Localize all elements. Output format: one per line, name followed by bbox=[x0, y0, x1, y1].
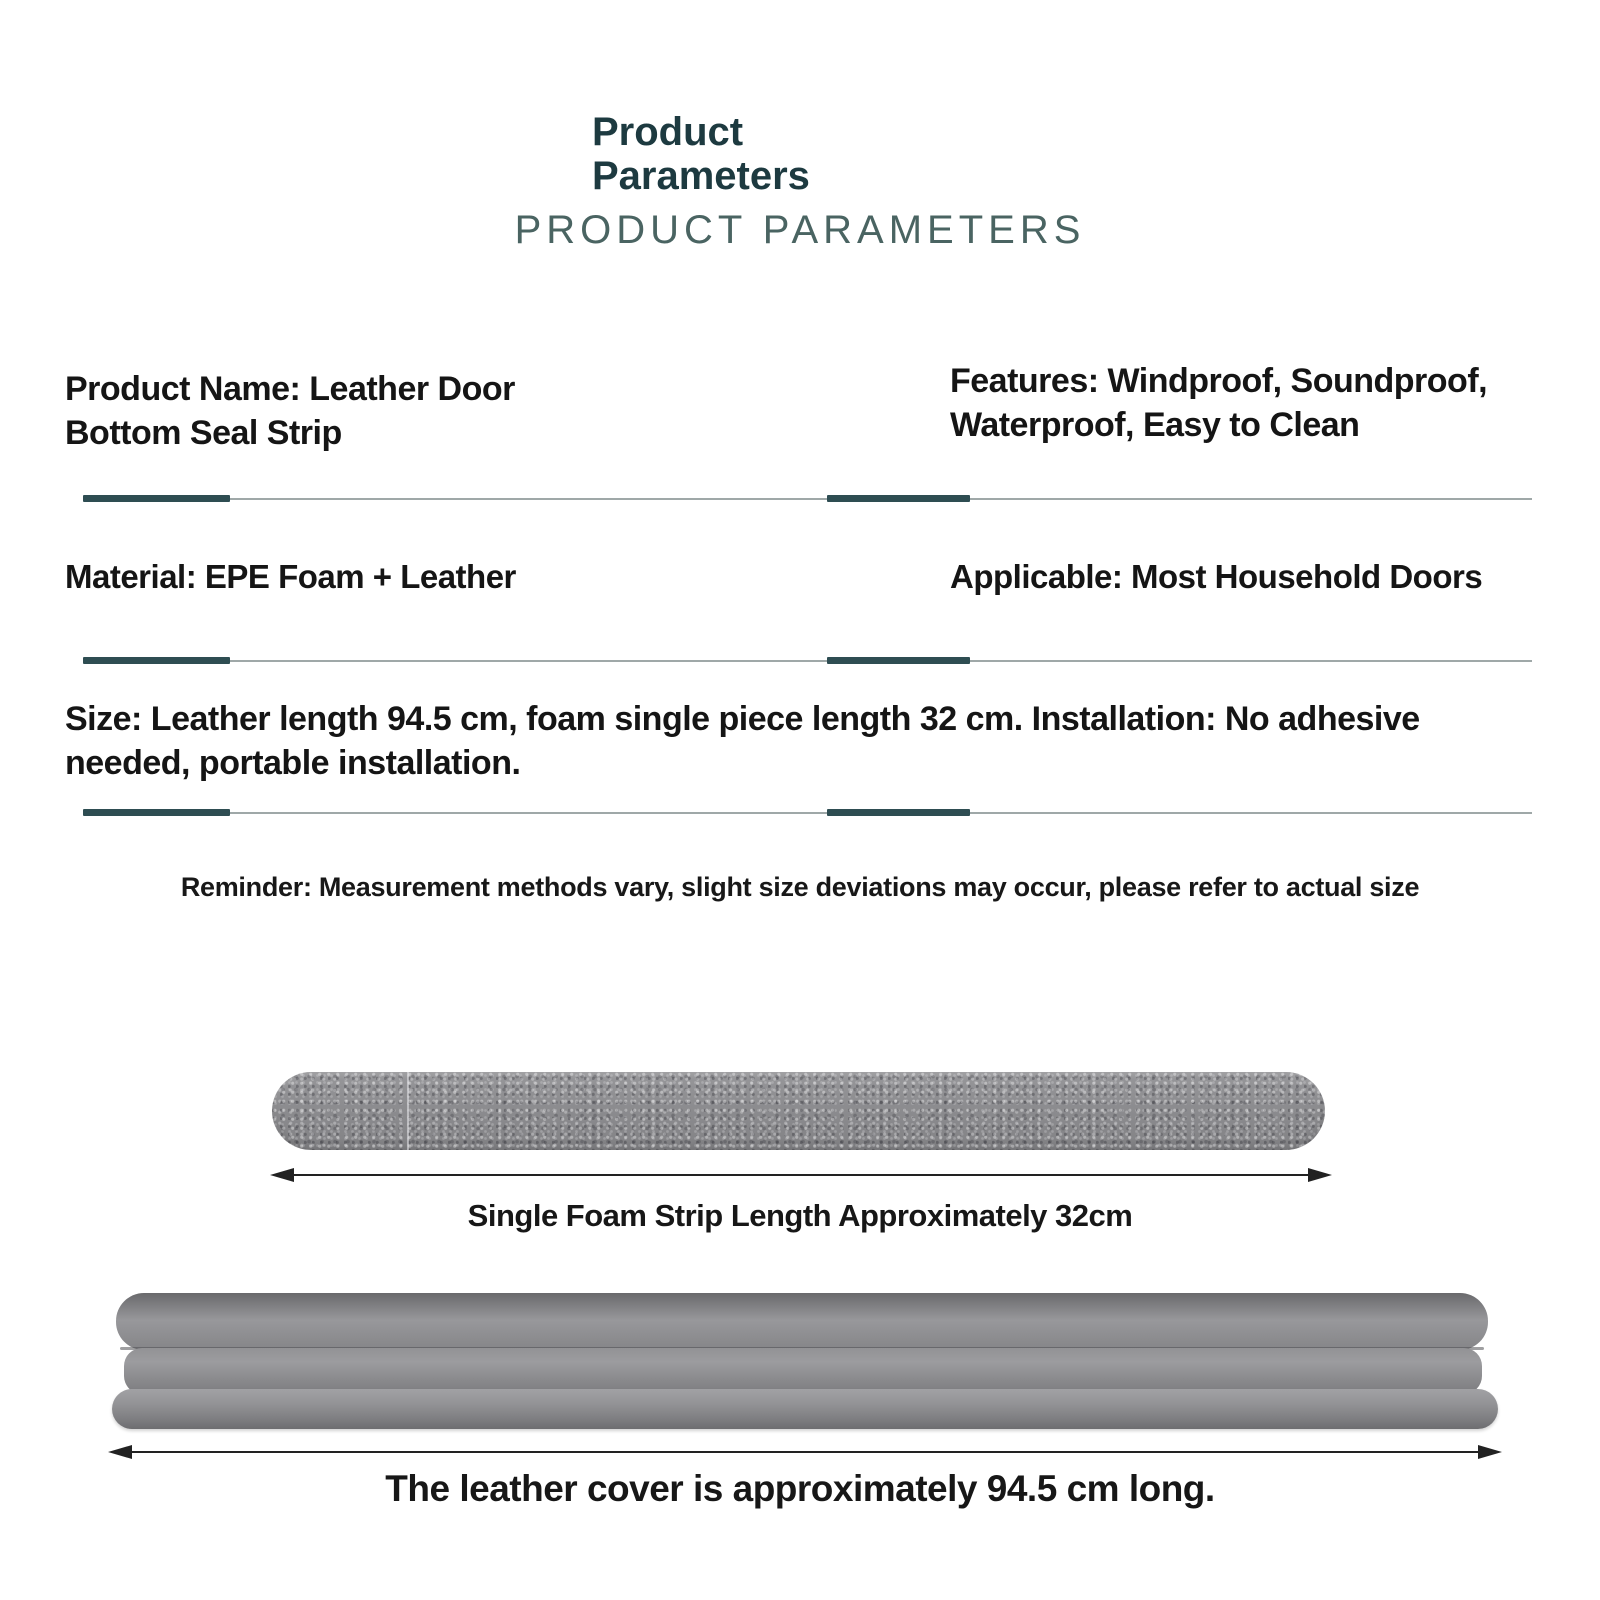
page-subtitle: PRODUCT PARAMETERS bbox=[514, 208, 1086, 252]
leather-middle-band bbox=[124, 1348, 1482, 1394]
leather-length-label: The leather cover is approximately 94.5 cm long. bbox=[385, 1468, 1215, 1509]
divider-line bbox=[83, 812, 1532, 814]
divider-accent-left bbox=[83, 495, 230, 502]
reminder-text: Reminder: Measurement methods vary, slight size deviations may occur, please refer to actual size bbox=[180, 872, 1420, 902]
page-title bbox=[592, 110, 810, 198]
arrow-line bbox=[112, 1451, 1498, 1453]
divider-row-2 bbox=[83, 657, 1532, 664]
arrow-line bbox=[274, 1174, 1328, 1176]
spec-material: Material: EPE Foam + Leather bbox=[65, 558, 516, 595]
divider-row-3 bbox=[83, 809, 1532, 816]
spec-size-installation: Size: Leather length 94.5 cm, foam single piece length 32 cm. Installation: No adhesive needed, portable installation. bbox=[65, 700, 1420, 782]
divider-row-1 bbox=[83, 495, 1532, 502]
leather-top-roll bbox=[116, 1293, 1488, 1350]
divider-accent-left bbox=[83, 657, 230, 664]
foam-seam bbox=[407, 1072, 409, 1150]
spec-product-name: Product Name: Leather Door Bottom Seal Strip bbox=[65, 370, 515, 452]
divider-line bbox=[83, 498, 1532, 500]
divider-accent-right bbox=[827, 809, 970, 816]
arrow-right-head-icon bbox=[1478, 1445, 1502, 1459]
divider-line bbox=[83, 660, 1532, 662]
page-title-line2: Parameters bbox=[592, 154, 810, 198]
foam-length-arrow bbox=[270, 1168, 1332, 1182]
leather-strip-image bbox=[112, 1293, 1498, 1429]
foam-length-label: Single Foam Strip Length Approximately 32cm bbox=[467, 1198, 1133, 1233]
divider-accent-right bbox=[827, 657, 970, 664]
arrow-right-head-icon bbox=[1308, 1168, 1332, 1182]
divider-accent-right bbox=[827, 495, 970, 502]
spec-applicable: Applicable: Most Household Doors bbox=[950, 558, 1483, 595]
page-title-line1: Product bbox=[592, 110, 744, 154]
leather-length-arrow bbox=[108, 1445, 1502, 1459]
spec-features: Features: Windproof, Soundproof, Waterproof, Easy to Clean bbox=[950, 362, 1488, 444]
divider-accent-left bbox=[83, 809, 230, 816]
leather-bottom-roll bbox=[112, 1389, 1498, 1429]
foam-strip-image bbox=[272, 1072, 1325, 1150]
